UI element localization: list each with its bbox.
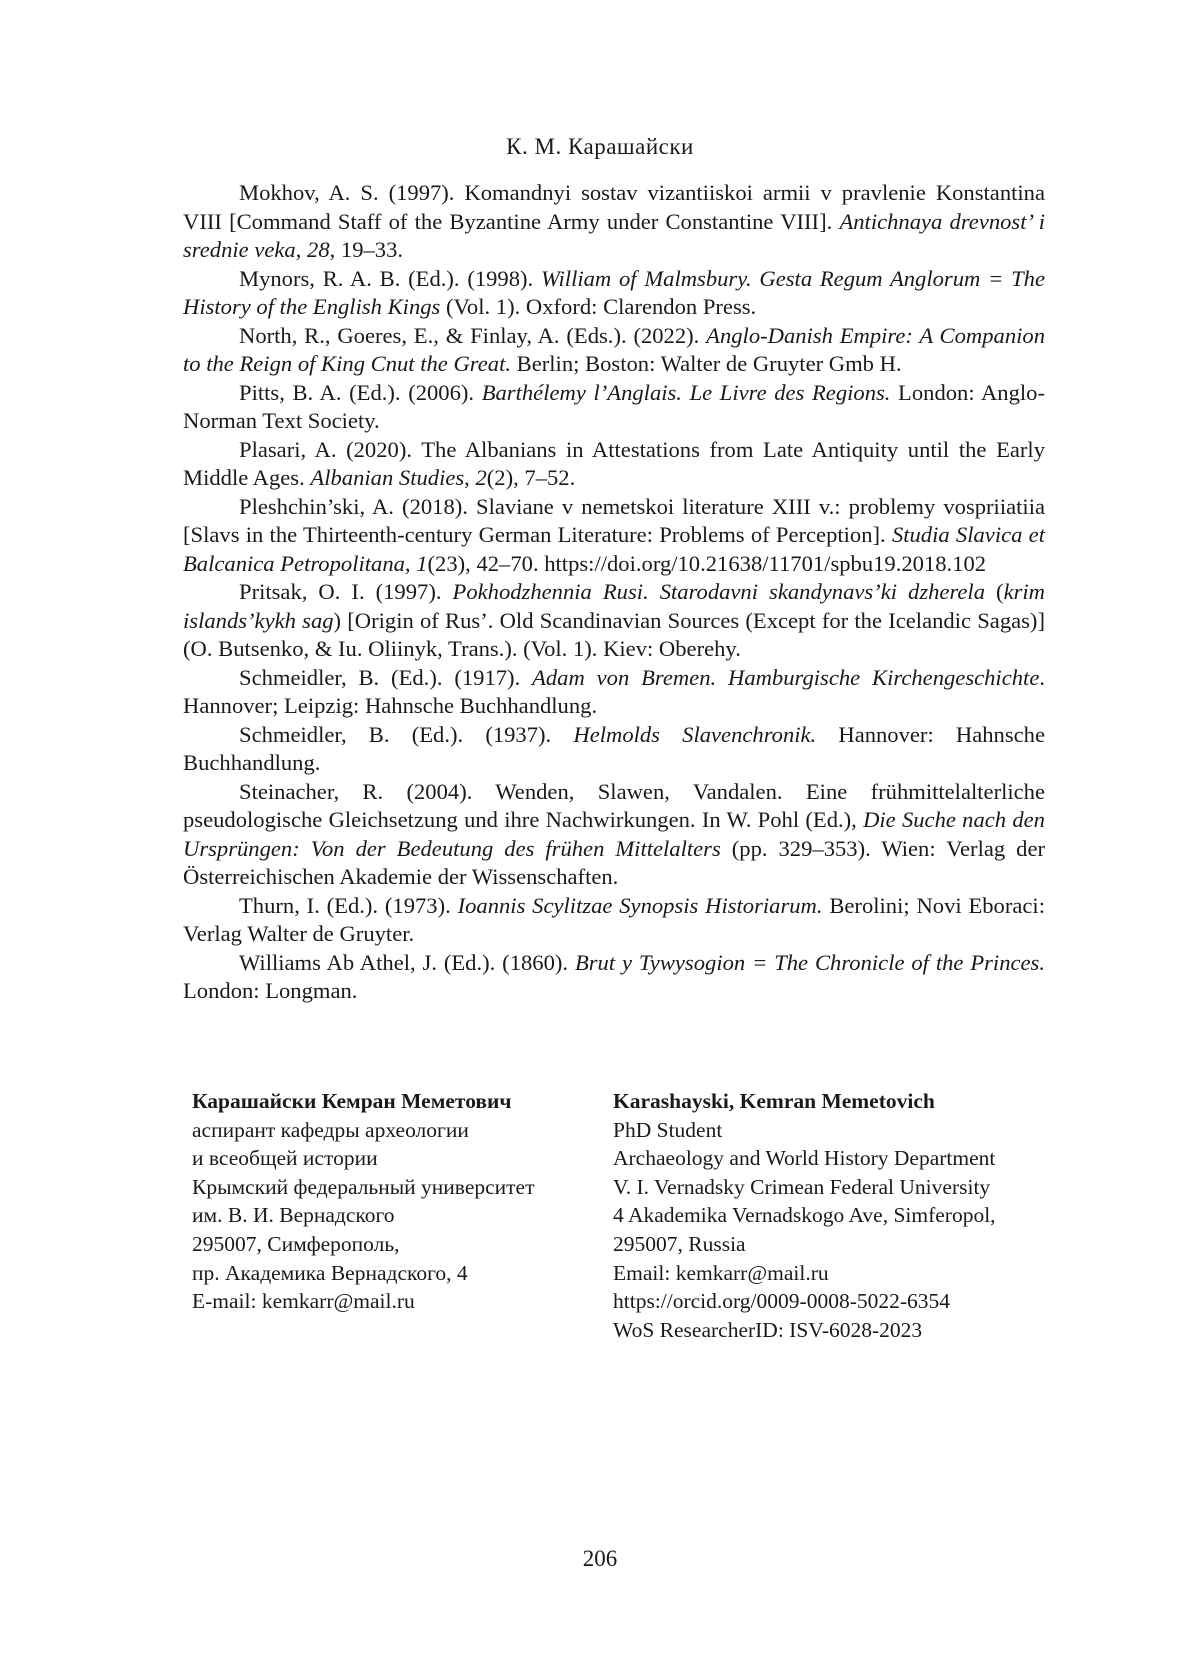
reference-title-italic: Helmolds Slavenchronik. xyxy=(573,722,816,747)
reference-title-italic: Studia Slavica et Balcanica Petropolitana xyxy=(183,522,1045,576)
researcher-id-line: WoS ResearcherID: ISV-6028-2023 xyxy=(613,1316,1073,1345)
affiliation-line: V. I. Vernadsky Crimean Federal University xyxy=(613,1173,1073,1202)
address-line: пр. Академика Вернадского, 4 xyxy=(192,1259,602,1288)
reference-title-italic: 28 xyxy=(307,237,330,262)
reference-text: (2), 7–52. xyxy=(487,465,575,490)
running-head: К. М. Карашайски xyxy=(0,134,1200,160)
affiliation-line: им. В. И. Вернадского xyxy=(192,1201,602,1230)
reference-entry xyxy=(183,892,1045,949)
reference-entry xyxy=(183,179,1045,265)
reference-title-italic: Barthélemy l’Anglais. Le Livre des Regions. xyxy=(482,380,891,405)
reference-entry xyxy=(183,949,1045,1006)
affiliation-line: Archaeology and World History Department xyxy=(613,1144,1073,1173)
reference-entry xyxy=(183,436,1045,493)
email-line: Email: kemkarr@mail.ru xyxy=(613,1259,1073,1288)
reference-title-italic: Ioannis Scylitzae Synopsis Historiarum. xyxy=(458,893,823,918)
reference-text: London: Longman. xyxy=(183,978,357,1003)
page-number: 206 xyxy=(0,1546,1200,1572)
author-info-english xyxy=(613,1087,1073,1344)
reference-entry xyxy=(183,578,1045,664)
reference-text: , xyxy=(296,237,307,262)
reference-text: Schmeidler, B. (Ed.). (1937). xyxy=(239,722,573,747)
author-info-russian xyxy=(192,1087,602,1316)
reference-title-italic: Albanian Studies xyxy=(310,465,464,490)
address-line: 295007, Симферополь, xyxy=(192,1230,602,1259)
affiliation-line: аспирант кафедры археологии xyxy=(192,1116,602,1145)
position-line: PhD Student xyxy=(613,1116,1073,1145)
reference-text: ) [Origin of Rus’. Old Scandinavian Sources (Except for the Icelandic Sagas)] (O. Butsenko, & Iu. Oliinyk, Trans.). (Vol. 1). Kiev: Oberehy. xyxy=(183,608,1045,662)
reference-text: North, R., Goeres, E., & Finlay, A. (Eds.). (2022). xyxy=(239,323,706,348)
reference-title-italic: Anglo-Danish Empire: A Companion to the Reign of King Cnut the Great. xyxy=(183,323,1045,377)
reference-text: , xyxy=(405,551,416,576)
reference-title-italic: 2 xyxy=(475,465,486,490)
reference-title-italic: krim islands’kykh sag xyxy=(183,579,1045,633)
email-line: E-mail: kemkarr@mail.ru xyxy=(192,1287,602,1316)
author-name-english: Karashayski, Kemran Memetovich xyxy=(613,1087,1073,1116)
reference-title-italic: Adam von Bremen. Hamburgische Kirchengeschichte xyxy=(532,665,1039,690)
reference-text: Berlin; Boston: Walter de Gruyter Gmb H. xyxy=(511,351,902,376)
reference-text: ( xyxy=(985,579,1004,604)
reference-entry xyxy=(183,721,1045,778)
reference-entry xyxy=(183,265,1045,322)
reference-title-italic: 1 xyxy=(416,551,427,576)
reference-entry xyxy=(183,664,1045,721)
orcid-line: https://orcid.org/0009-0008-5022-6354 xyxy=(613,1287,1073,1316)
reference-text: (Vol. 1). Oxford: Clarendon Press. xyxy=(440,294,756,319)
affiliation-line: Крымский федеральный университет xyxy=(192,1173,602,1202)
reference-text: Schmeidler, B. (Ed.). (1917). xyxy=(239,665,532,690)
reference-text: (23), 42–70. https://doi.org/10.21638/11701/spbu19.2018.102 xyxy=(428,551,987,576)
reference-text: Pitts, B. A. (Ed.). (2006). xyxy=(239,380,482,405)
reference-text: . Hannover; Leipzig: Hahnsche Buchhandlung. xyxy=(183,665,1045,719)
reference-text: Berolini; Novi Eboraci: Verlag Walter de Gruyter. xyxy=(183,893,1045,947)
reference-title-italic: Die Suche nach den Ursprüngen: Von der Bedeutung des frühen Mittelalters xyxy=(183,807,1045,861)
reference-entry xyxy=(183,778,1045,892)
reference-text: Mokhov, A. S. (1997). Komandnyi sostav vizantiiskoi armii v pravlenie Konstantina VIII [Command Staff of the Byzantine Army under Constantine VIII]. xyxy=(183,180,1045,234)
reference-text: , 19–33. xyxy=(330,237,403,262)
reference-text: Pritsak, O. I. (1997). xyxy=(239,579,453,604)
reference-title-italic: Antichnaya drevnost’ i srednie veka xyxy=(183,209,1045,263)
author-name-russian: Карашайски Кемран Меметович xyxy=(192,1087,602,1116)
reference-text: London: Anglo-Norman Text Society. xyxy=(183,380,1045,434)
reference-entry xyxy=(183,322,1045,379)
reference-text: , xyxy=(464,465,475,490)
reference-title-italic: Pokhodzhennia Rusi. Starodavni skandynavs’ki dzherela xyxy=(453,579,985,604)
reference-text: Mynors, R. A. B. (Ed.). (1998). xyxy=(239,266,541,291)
reference-text: Pleshchin’ski, A. (2018). Slaviane v nemetskoi literature XIII v.: problemy vospriiatiia [Slavs in the Thirteenth-century German Literature: Problems of Perception]. xyxy=(183,494,1045,548)
reference-text: Steinacher, R. (2004). Wenden, Slawen, Vandalen. Eine frühmittelalterliche pseudologische Gleichsetzung und ihre Nachwirkungen. In W. Pohl (Ed.), xyxy=(183,779,1045,833)
address-line: 4 Akademika Vernadskogo Ave, Simferopol, xyxy=(613,1201,1073,1230)
reference-entry xyxy=(183,493,1045,579)
reference-title-italic: William of Malmsbury. Gesta Regum Anglorum = The History of the English Kings xyxy=(183,266,1045,320)
reference-text: Plasari, A. (2020). The Albanians in Attestations from Late Antiquity until the Early Middle Ages. xyxy=(183,437,1045,491)
reference-text: (pp. 329–353). Wien: Verlag der Österreichischen Akademie der Wissenschaften. xyxy=(183,836,1045,890)
reference-text: Thurn, I. (Ed.). (1973). xyxy=(239,893,458,918)
reference-title-italic: Brut y Tywysogion = The Chronicle of the Princes. xyxy=(575,950,1045,975)
reference-list xyxy=(183,179,1045,1006)
reference-entry xyxy=(183,379,1045,436)
reference-text: Hannover: Hahnsche Buchhandlung. xyxy=(183,722,1045,776)
address-line: 295007, Russia xyxy=(613,1230,1073,1259)
affiliation-line: и всеобщей истории xyxy=(192,1144,602,1173)
reference-text: Williams Ab Athel, J. (Ed.). (1860). xyxy=(239,950,575,975)
